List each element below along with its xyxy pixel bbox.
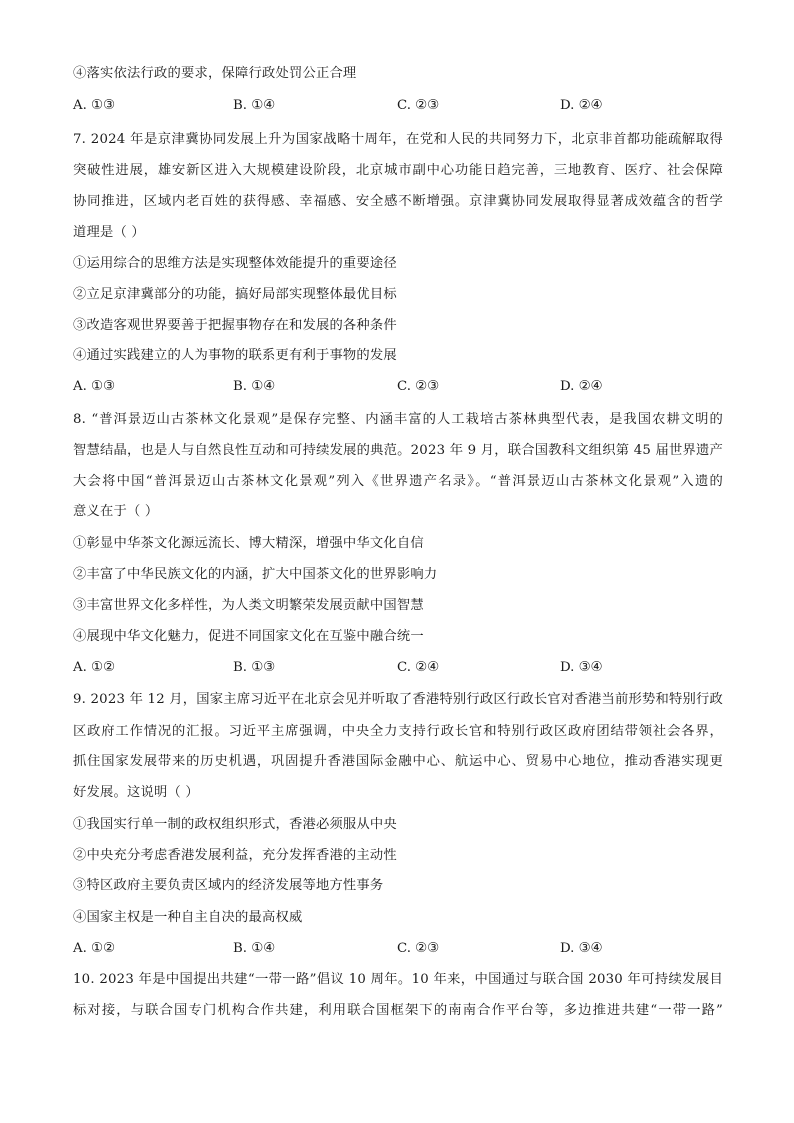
- q8-options: [73, 658, 723, 678]
- q7-statement-1: ①运用综合的思维方法是实现整体效能提升的重要途径: [73, 256, 397, 271]
- q7-statement-4: ④通过实践建立的人为事物的联系更有利于事物的发展: [73, 348, 397, 363]
- q9-option-d[interactable]: D. ③④: [560, 941, 603, 956]
- q8-option-a[interactable]: A. ①②: [73, 660, 115, 675]
- q9-stem-line-3: 抓住国家发展带来的历史机遇，巩固提升香港国际金融中心、航运中心、贸易中心地位，推动香港实现更: [73, 754, 723, 769]
- q8-stem-line-2: 智慧结晶，也是人与自然良性互动和可持续发展的典范。2023 年 9 月，联合国教科文组织第 45 届世界遗产: [73, 443, 723, 458]
- q6-statement-4: ④落实依法行政的要求，保障行政处罚公正合理: [73, 66, 357, 81]
- q7-option-a[interactable]: A. ①③: [73, 379, 115, 394]
- q9-stem-line-2: 区政府工作情况的汇报。习近平主席强调，中央全力支持行政长官和特别行政区政府团结带领社会各界，: [73, 724, 723, 739]
- q8-stem-line-1: 8. “普洱景迈山古茶林文化景观”是保存完整、内涵丰富的人工栽培古茶林典型代表，是我国农耕文明的: [73, 412, 723, 427]
- q9-options: [73, 939, 723, 959]
- q7-option-c[interactable]: C. ②③: [397, 379, 439, 394]
- q7-statement-2: ②立足京津冀部分的功能，搞好局部实现整体最优目标: [73, 287, 397, 302]
- q7-option-b[interactable]: B. ①④: [233, 379, 276, 394]
- q8-option-d[interactable]: D. ③④: [560, 660, 603, 675]
- q9-statement-2: ②中央充分考虑香港发展利益，充分发挥香港的主动性: [73, 848, 397, 863]
- q9-stem-line-4: 好发展。这说明（ ）: [73, 785, 199, 800]
- q7-stem-line-1: 7. 2024 年是京津冀协同发展上升为国家战略十周年，在党和人民的共同努力下，北京非首都功能疏解取得: [73, 132, 723, 147]
- q6-option-a[interactable]: A. ①③: [73, 98, 115, 113]
- q8-option-c[interactable]: C. ②④: [397, 660, 439, 675]
- q9-statement-4: ④国家主权是一种自主自决的最高权威: [73, 910, 303, 925]
- q8-statement-1: ①彰显中华茶文化源远流长、博大精深，增强中华文化自信: [73, 536, 424, 551]
- q7-stem-line-3: 协同推进，区域内老百姓的获得感、幸福感、安全感不断增强。京津冀协同发展取得显著成效蕴含的哲学: [73, 194, 723, 209]
- q9-stem-line-1: 9. 2023 年 12 月，国家主席习近平在北京会见并听取了香港特别行政区行政长官对香港当前形势和特别行政: [73, 692, 723, 707]
- q8-option-b[interactable]: B. ①③: [233, 660, 276, 675]
- q9-option-c[interactable]: C. ②③: [397, 941, 439, 956]
- q8-statement-4: ④展现中华文化魅力，促进不同国家文化在互鉴中融合统一: [73, 629, 424, 644]
- q7-options: [73, 377, 723, 397]
- q9-option-b[interactable]: B. ①④: [233, 941, 276, 956]
- q10-stem-line-2: 标对接，与联合国专门机构合作共建，利用联合国框架下的南南合作平台等，多边推进共建“一带一路”: [73, 1003, 723, 1018]
- q8-stem-line-4: 意义在于（ ）: [73, 504, 159, 519]
- q8-stem-line-3: 大会将中国“普洱景迈山古茶林文化景观”列入《世界遗产名录》。“普洱景迈山古茶林文化景观”入遗的: [73, 474, 723, 489]
- q6-option-d[interactable]: D. ②④: [560, 98, 603, 113]
- q8-statement-2: ②丰富了中华民族文化的内涵，扩大中国茶文化的世界影响力: [73, 567, 438, 582]
- q9-statement-1: ①我国实行单一制的政权组织形式，香港必须服从中央: [73, 817, 397, 832]
- q7-statement-3: ③改造客观世界要善于把握事物存在和发展的各种条件: [73, 318, 397, 333]
- q7-option-d[interactable]: D. ②④: [560, 379, 603, 394]
- q7-stem-line-4: 道理是（ ）: [73, 225, 145, 240]
- q8-statement-3: ③丰富世界文化多样性，为人类文明繁荣发展贡献中国智慧: [73, 598, 424, 613]
- q7-stem-line-2: 突破性进展，雄安新区进入大规模建设阶段，北京城市副中心功能日趋完善，三地教育、医疗、社会保障: [73, 163, 723, 178]
- q9-statement-3: ③特区政府主要负责区域内的经济发展等地方性事务: [73, 878, 384, 893]
- q6-options: [73, 96, 723, 116]
- q9-option-a[interactable]: A. ①②: [73, 941, 115, 956]
- q10-stem-line-1: 10. 2023 年是中国提出共建“一带一路”倡议 10 周年。10 年来，中国通过与联合国 2030 年可持续发展目: [73, 972, 723, 987]
- q6-option-b[interactable]: B. ①④: [233, 98, 276, 113]
- q6-option-c[interactable]: C. ②③: [397, 98, 439, 113]
